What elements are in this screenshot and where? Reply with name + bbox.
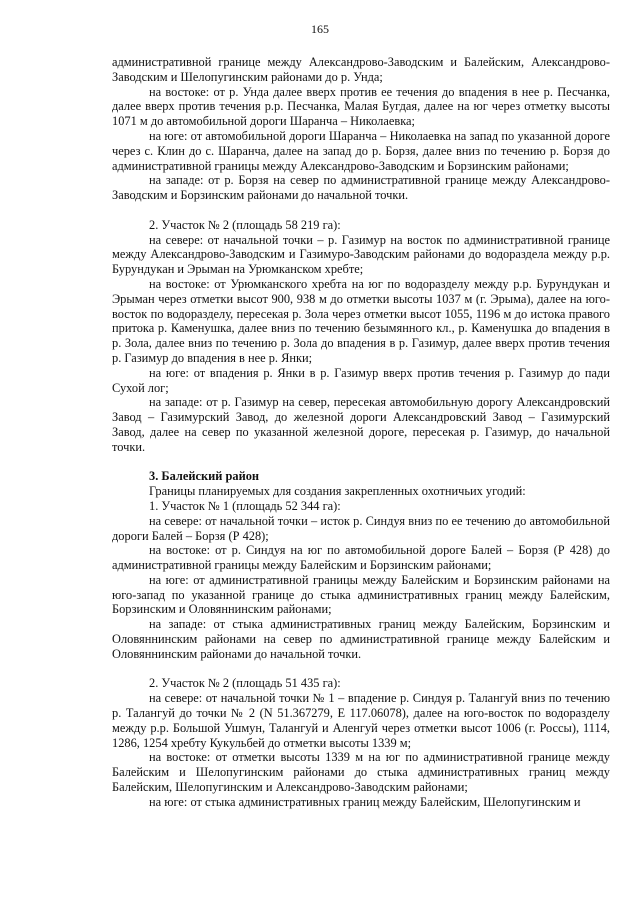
paragraph: Границы планируемых для создания закрепленных охотничьих угодий:: [149, 484, 526, 499]
paragraph: на юге: от впадения р. Янки в р. Газимур вверх против течения р. Газимур до пади Сухой лог;: [112, 365, 610, 395]
page-number: 165: [311, 22, 329, 36]
paragraph: на западе: от р. Борзя на север по административной границе между Александрово-Заводским и Борзинским районами до начальной точки.: [112, 173, 610, 203]
document-body: [112, 55, 610, 810]
paragraph: на западе: от стыка административных границ между Балейским, Борзинским и Оловяннинским районами на север по административной границе между Балейским и Оловяннинским районами до начальной точки.: [112, 617, 610, 661]
paragraph: на западе: от р. Газимур на север, пересекая автомобильную дорогу Александровский Завод – Газимурский Завод, до железной дороги Александровский Завод – Газимурский Завод, далее на север по указанной железной дороге, пересекая р. Газимур, до начальной точки.: [112, 395, 610, 454]
paragraph: на юге: от административной границы между Балейским и Борзинским районами на юго-запад по указанной границе до стыка административных границ между Балейским, Борзинским и Оловяннинским районами;: [112, 572, 610, 617]
paragraph: на востоке: от отметки высоты 1339 м на юг по административной границе между Балейским и Шелопугинским районами до стыка административных границ между Балейским, Шелопугинским и Александрово-Заводским районами;: [112, 750, 610, 795]
paragraph-gap: [112, 662, 610, 677]
paragraph: на востоке: от р. Синдуя на юг по автомобильной дороге Балей – Борзя (Р 428) до административной границы между Балейским и Борзинским районами;: [112, 543, 610, 573]
paragraph-gap: [112, 455, 610, 470]
section-heading: 2. Участок № 2 (площадь 51 435 га):: [149, 676, 341, 691]
district-heading: 3. Балейский район: [149, 469, 260, 484]
paragraph: административной границе между Александрово-Заводским и Балейским, Александрово-Заводским и Шелопугинским районами до р. Унда;: [112, 55, 610, 84]
paragraph: на юге: от автомобильной дороги Шаранча – Николаевка на запад по указанной дороге через с. Клин до с. Шаранча, далее на запад до р. Борзя, далее вниз по течению р. Борзя до административной границы между Александрово-Заводским и Борзинским районами;: [112, 128, 610, 173]
paragraph: на севере: от начальной точки – р. Газимур на восток по административной границе между Александрово-Заводским и Газимуро-Заводским районами до водораздела между р.р. Бурундукан и Эрыман на Урюмканском хребте;: [112, 232, 610, 277]
paragraph: на востоке: от Урюмканского хребта на юг по водоразделу между р.р. Бурундукан и Эрыман через отметки высот 900, 938 м до отметки высоты 1037 м (г. Эрыма), далее на юго-восток по водоразделу, пересекая р. Зола через отметки высот 1055, 1196 м до истока правого притока р. Каменушка, далее вниз по течению безымянного кл., р. Каменушка до впадения в р. Зола, далее вниз по течению р. Зола до впадения в р. Газимур, далее вверх против течения р. Газимур до впадения в нее р. Янки;: [112, 276, 610, 365]
paragraph: на юге: от стыка административных границ между Балейским, Шелопугинским и: [149, 794, 581, 809]
section-heading: 1. Участок № 1 (площадь 52 344 га):: [149, 498, 341, 513]
paragraph: на севере: от начальной точки – исток р. Синдуя вниз по ее течению до автомобильной дороги Балей – Борзя (Р 428);: [112, 513, 610, 543]
paragraph: на востоке: от р. Унда далее вверх против ее течения до впадения в нее р. Песчанка, далее вверх против течения р.р. Песчанка, Малая Бугдая, далее на юг через отметку высоты 1071 м до автомобильной дороги Шаранча – Николаевка;: [112, 84, 610, 129]
paragraph-gap: [112, 203, 610, 218]
section-heading: 2. Участок № 2 (площадь 58 219 га):: [149, 217, 341, 232]
paragraph: на севере: от начальной точки № 1 – впадение р. Синдуя р. Талангуй вниз по течению р. Талангуй до точки № 2 (N 51.367279, E 117.06078), далее на юго-восток по водоразделу между р.р. Большой Ушмун, Талангуй и Аленгуй через отметки высот 1006 (г. Россы), 1114, 1286, 1254 хребту Кукульбей до отметки высоты 1339 м;: [112, 691, 610, 750]
